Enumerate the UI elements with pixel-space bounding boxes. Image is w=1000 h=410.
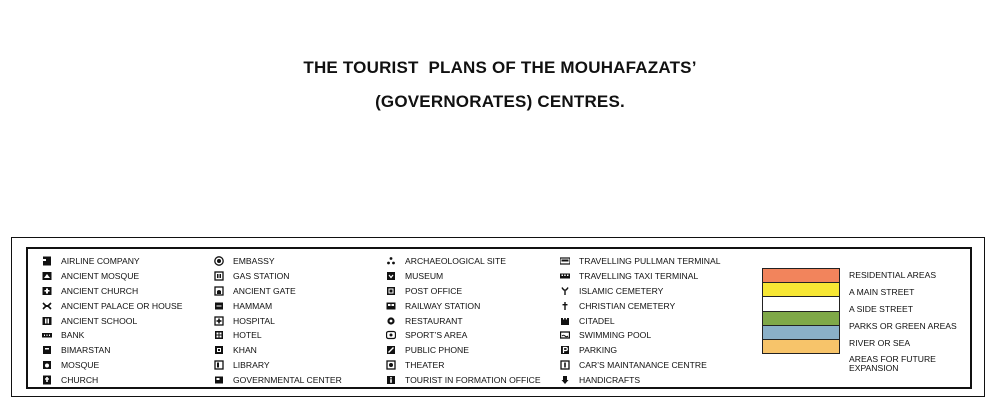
legend-item-label: ANCIENT SCHOOL [61, 315, 138, 326]
restaurant-icon [386, 316, 396, 326]
area-label: PARKS OR GREEN AREAS [849, 321, 957, 331]
legend-column-1 [42, 254, 182, 387]
legend-item [386, 328, 541, 343]
legend-item [560, 313, 721, 328]
tourist-information-icon [386, 375, 396, 385]
citadel-icon [560, 316, 570, 326]
legend-item [560, 328, 721, 343]
legend-item-label: ANCIENT GATE [233, 285, 296, 296]
legend-item-label: BIMARSTAN [61, 345, 111, 356]
legend-item [560, 298, 721, 313]
public-phone-icon [386, 345, 396, 355]
post-office-icon [386, 286, 396, 296]
legend-column-2 [214, 254, 342, 387]
legend-item [386, 254, 541, 269]
islamic-cemetery-icon [560, 286, 570, 296]
legend-item [386, 269, 541, 284]
handicrafts-icon [560, 375, 570, 385]
legend-item-label: HANDICRAFTS [579, 374, 641, 385]
map-title-line-2: (GOVERNORATES) CENTRES. [375, 92, 625, 111]
legend-item-label: POST OFFICE [405, 285, 463, 296]
legend-item [42, 358, 182, 373]
legend-item [42, 298, 182, 313]
legend-item [214, 298, 342, 313]
legend-item-label: RESTAURANT [405, 315, 463, 326]
map-title-line-1: THE TOURIST PLANS OF THE MOUHAFAZATS’ [303, 58, 697, 77]
embassy-icon [214, 256, 224, 266]
legend-item [42, 254, 182, 269]
swimming-pool-icon [560, 330, 570, 340]
legend-item-label: TRAVELLING TAXI TERMINAL [579, 271, 699, 282]
khan-icon [214, 345, 224, 355]
legend-item-label: HAMMAM [233, 300, 273, 311]
gas-station-icon [214, 271, 224, 281]
area-label: RIVER OR SEA [849, 338, 911, 348]
legend-item-label: PUBLIC PHONE [405, 345, 469, 356]
church-icon [42, 375, 52, 385]
area-label: AREAS FOR FUTURE EXPANSION [849, 354, 936, 373]
area-swatch [762, 339, 840, 354]
legend-item-label: AIRLINE COMPANY [61, 256, 140, 267]
legend-item-label: PARKING [579, 345, 618, 356]
parking-icon [560, 345, 570, 355]
legend-item-label: HOSPITAL [233, 315, 275, 326]
area-label: RESIDENTIAL AREAS [849, 270, 937, 280]
pullman-terminal-icon [560, 256, 570, 266]
legend-item-label: BANK [61, 330, 85, 341]
ancient-church-icon [42, 286, 52, 296]
ancient-gate-icon [214, 286, 224, 296]
railway-station-icon [386, 301, 396, 311]
legend-item [560, 284, 721, 299]
legend-item-label: KHAN [233, 345, 257, 356]
legend-item [214, 358, 342, 373]
hammam-icon [214, 301, 224, 311]
taxi-terminal-icon [560, 271, 570, 281]
governmental-center-icon [214, 375, 224, 385]
legend-item-label: CHURCH [61, 374, 99, 385]
legend-item-label: TOURIST IN FORMATION OFFICE [405, 374, 541, 385]
legend-item [42, 313, 182, 328]
bimarstan-icon [42, 345, 52, 355]
legend-item-label: RAILWAY STATION [405, 300, 481, 311]
legend-item-label: GAS STATION [233, 271, 290, 282]
car-maintenance-icon [560, 360, 570, 370]
archaeological-site-icon [386, 256, 396, 266]
airline-icon [42, 256, 52, 266]
legend-item-label: ANCIENT PALACE OR HOUSE [61, 300, 183, 311]
legend-item-label: HOTEL [233, 330, 262, 341]
legend-item [386, 313, 541, 328]
bank-icon [42, 330, 52, 340]
area-swatch [762, 311, 840, 326]
hotel-icon [214, 330, 224, 340]
mosque-icon [42, 360, 52, 370]
legend-item [42, 372, 182, 387]
legend-item [560, 358, 721, 373]
legend-item [214, 328, 342, 343]
legend-item [560, 269, 721, 284]
legend-item [42, 284, 182, 299]
legend-item [42, 328, 182, 343]
legend-item-label: EMBASSY [233, 256, 275, 267]
legend-item [214, 269, 342, 284]
museum-icon [386, 271, 396, 281]
area-swatch [762, 282, 840, 297]
area-label: A MAIN STREET [849, 287, 915, 297]
hospital-icon [214, 316, 224, 326]
legend-column-4 [560, 254, 721, 387]
legend-item [386, 358, 541, 373]
legend-item [386, 298, 541, 313]
area-swatch [762, 296, 840, 311]
legend-item [42, 343, 182, 358]
legend-item [214, 284, 342, 299]
christian-cemetery-icon [560, 301, 570, 311]
legend-item-label: MOSQUE [61, 359, 100, 370]
legend-item [214, 343, 342, 358]
ancient-school-icon [42, 316, 52, 326]
legend-item-label: CAR’S MAINTANANCE CENTRE [579, 359, 707, 370]
legend-item-label: CHRISTIAN CEMETERY [579, 300, 676, 311]
legend-item [214, 254, 342, 269]
legend-item [560, 343, 721, 358]
area-label: A SIDE STREET [849, 304, 913, 314]
legend-item [386, 343, 541, 358]
legend-item [560, 254, 721, 269]
legend-item-label: TRAVELLING PULLMAN TERMINAL [579, 256, 721, 267]
legend-item-label: GOVERNMENTAL CENTER [233, 374, 342, 385]
legend-item-label: ANCIENT MOSQUE [61, 271, 140, 282]
ancient-mosque-icon [42, 271, 52, 281]
library-icon [214, 360, 224, 370]
area-swatch-stack [762, 268, 840, 354]
legend-item [214, 313, 342, 328]
theater-icon [386, 360, 396, 370]
legend-item-label: ANCIENT CHURCH [61, 285, 139, 296]
legend-item [386, 284, 541, 299]
legend-item-label: THEATER [405, 359, 445, 370]
legend-item [214, 372, 342, 387]
legend-item-label: ISLAMIC CEMETERY [579, 285, 664, 296]
legend-item-label: LIBRARY [233, 359, 270, 370]
area-swatch [762, 325, 840, 340]
legend-item [42, 269, 182, 284]
legend-item [560, 372, 721, 387]
legend-item-label: SPORT’S AREA [405, 330, 468, 341]
legend-item-label: MUSEUM [405, 271, 444, 282]
area-swatch [762, 268, 840, 283]
sports-area-icon [386, 330, 396, 340]
legend-item-label: SWIMMING POOL [579, 330, 652, 341]
ancient-palace-icon [42, 301, 52, 311]
legend-item [386, 372, 541, 387]
legend-item-label: CITADEL [579, 315, 615, 326]
legend-item-label: ARCHAEOLOGICAL SITE [405, 256, 506, 267]
legend-column-3 [386, 254, 541, 387]
